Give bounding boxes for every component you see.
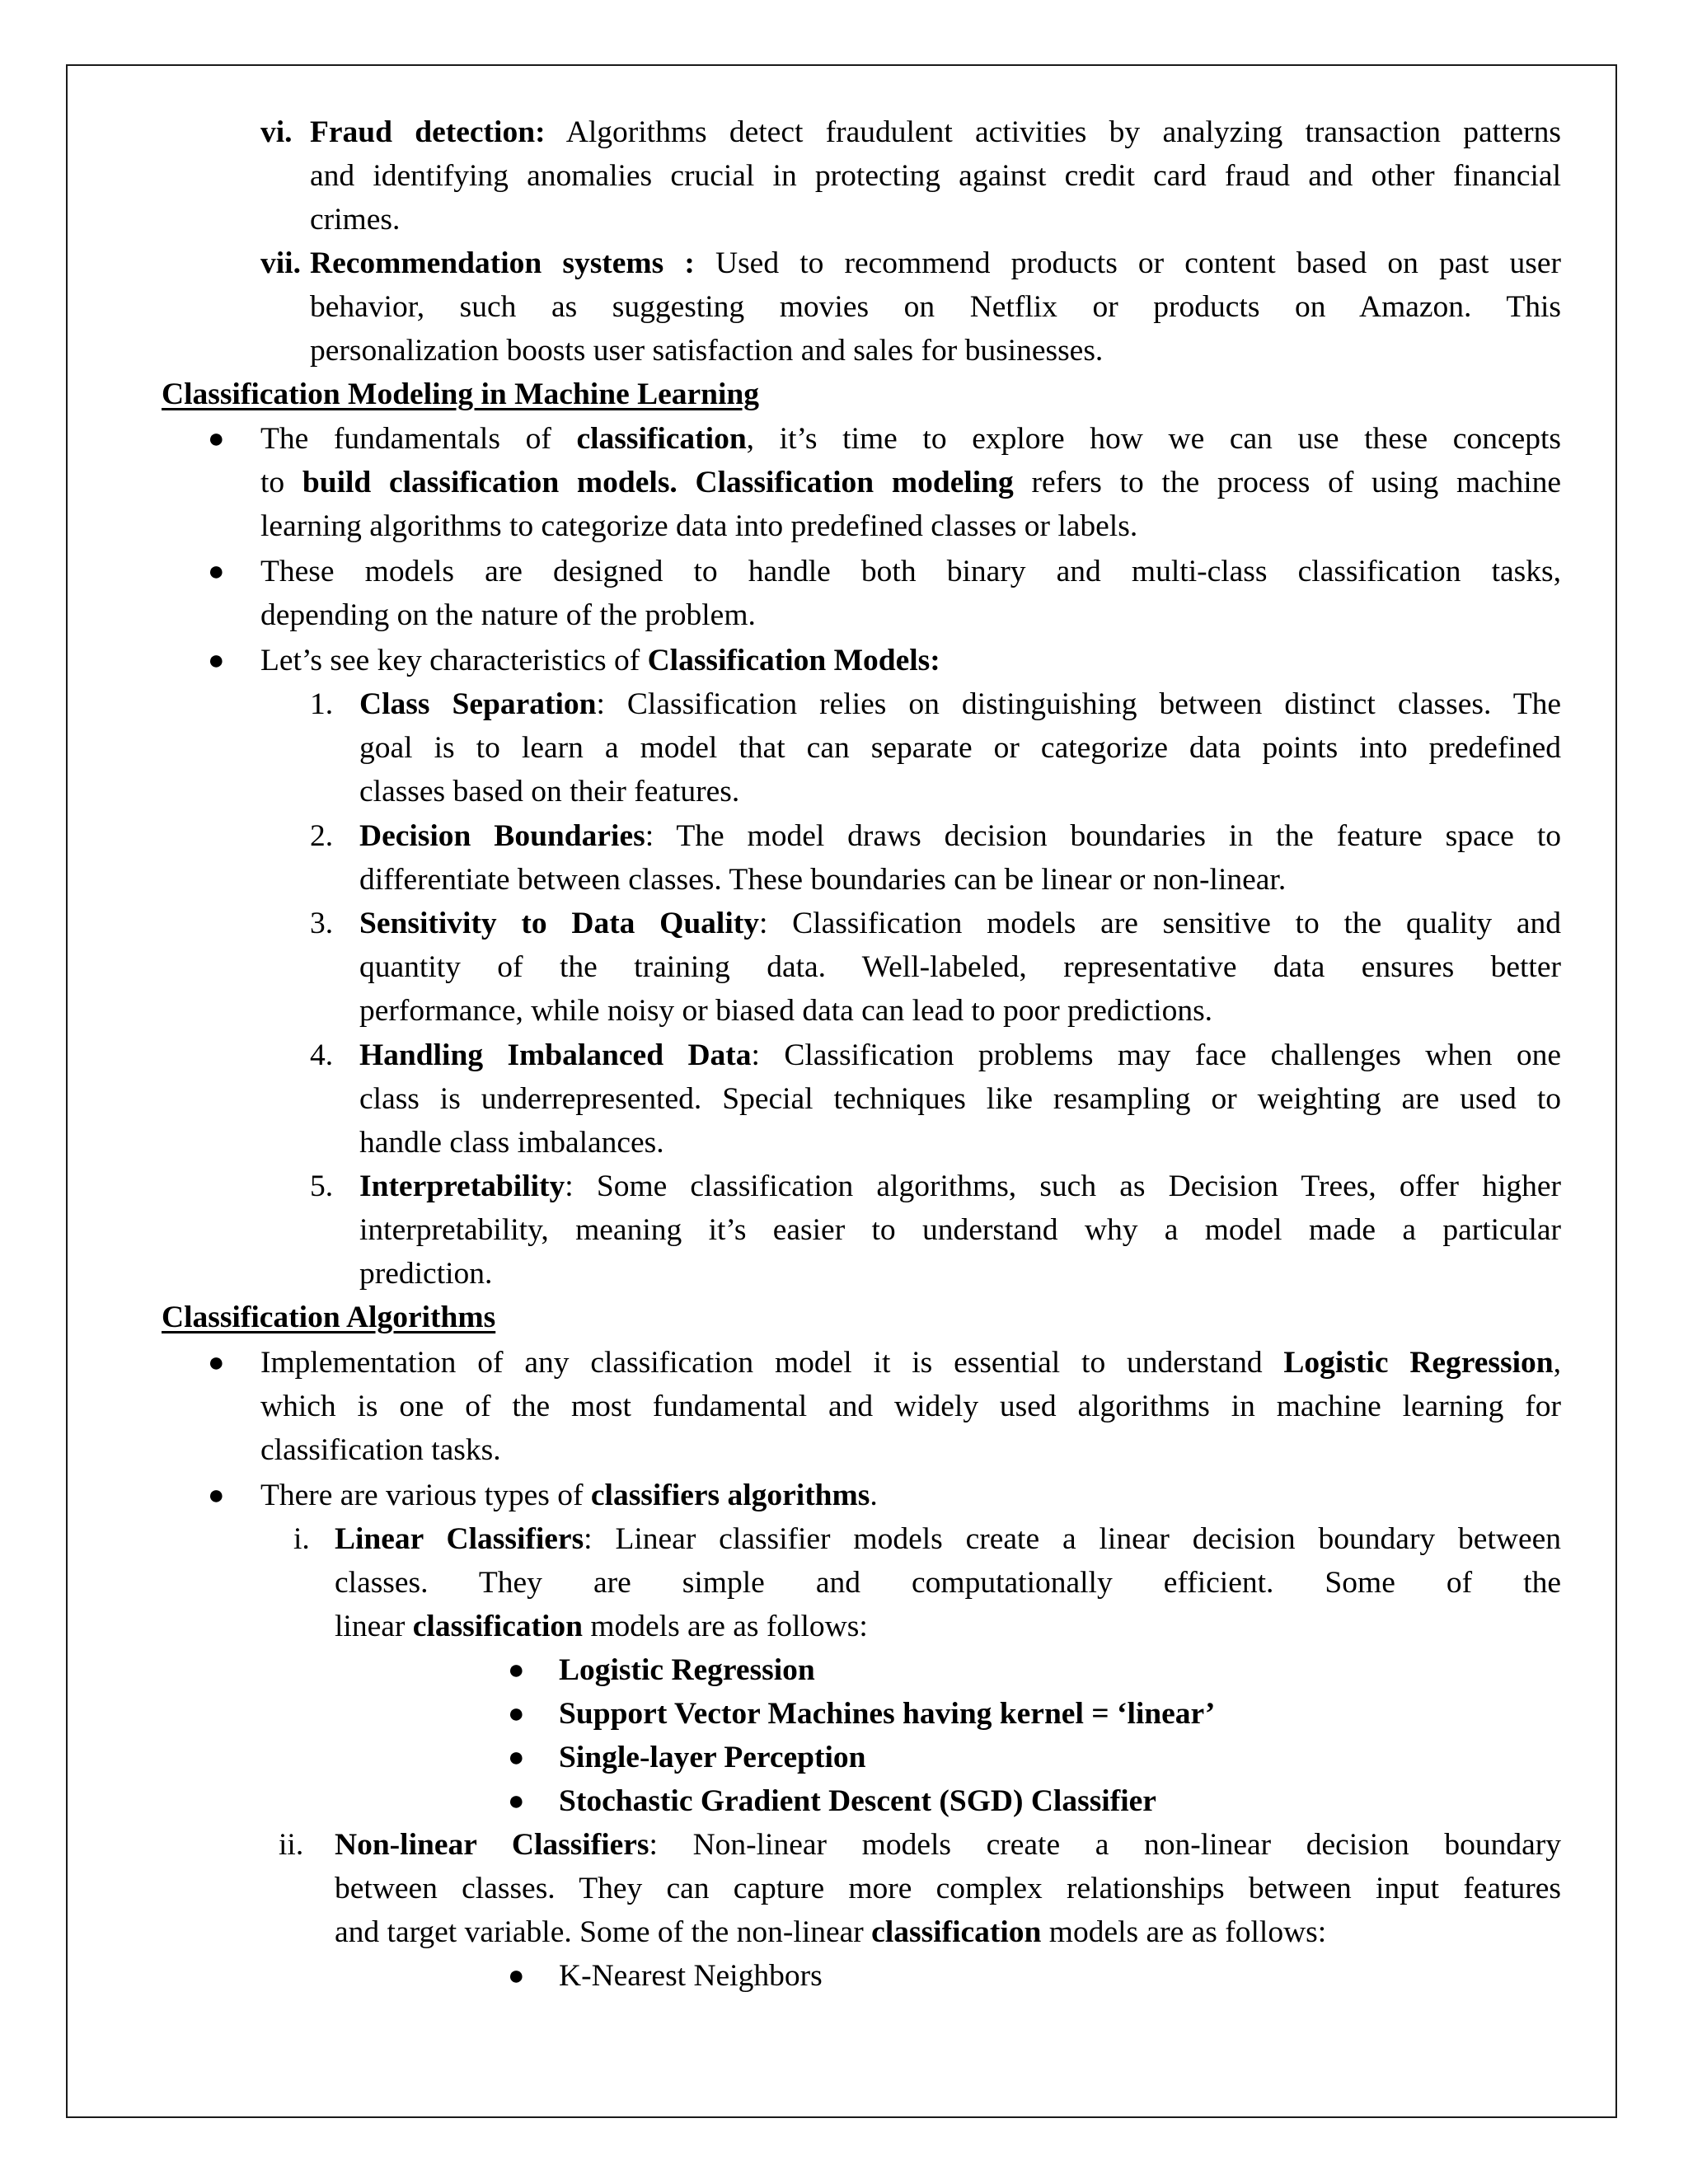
item-title: Fraud detection: (310, 115, 546, 149)
bullet-icon: ● (508, 1742, 525, 1773)
number-marker: 3. (310, 907, 334, 940)
bullet-line: Implementation of any classification model it is essential to understand Logistic Regression, (260, 1346, 1562, 1380)
bullet-line: depending on the nature of the problem. (260, 598, 756, 632)
bullet-icon: ● (508, 1655, 525, 1685)
roman-marker: vi. (260, 115, 293, 149)
item-title: Interpretability (359, 1169, 565, 1203)
bullet-line: classification tasks. (260, 1433, 501, 1467)
item-title: Class Separation (359, 687, 597, 721)
item-title: Linear Classifiers (335, 1522, 584, 1556)
bullet-icon: ● (208, 556, 225, 587)
section-heading-classification-modeling: Classification Modeling in Machine Learning (162, 377, 760, 411)
bullet-icon: ● (208, 1480, 225, 1511)
roman-marker: i. (293, 1522, 310, 1556)
sub-list-item: Stochastic Gradient Descent (SGD) Classifier (559, 1784, 1156, 1818)
item-title: Non-linear Classifiers (335, 1828, 649, 1862)
bullet-icon: ● (508, 1699, 525, 1729)
item-title: Handling Imbalanced Data (359, 1038, 752, 1072)
number-marker: 5. (310, 1169, 334, 1203)
bullet-line: There are various types of classifiers algorithms. (260, 1479, 878, 1512)
roman-marker: ii. (279, 1828, 304, 1862)
bullet-icon: ● (208, 424, 225, 454)
sub-list-item: Support Vector Machines having kernel = ‘linear’ (559, 1697, 1216, 1731)
list-item-line: crimes. (310, 203, 401, 237)
bullet-line: The fundamentals of classification, it’s time to explore how we can use these concepts (260, 422, 1561, 456)
number-marker: 1. (310, 687, 334, 721)
number-marker: 2. (310, 819, 334, 853)
bullet-line: to build classification models. Classification modeling refers to the process of using machine (260, 466, 1562, 499)
bullet-icon: ● (508, 1786, 525, 1816)
list-item-line: Fraud detection: Algorithms detect fraudulent activities by analyzing transaction patterns (310, 115, 1561, 149)
bullet-line: which is one of the most fundamental and widely used algorithms in machine learning for (260, 1390, 1561, 1423)
list-item-line: Recommendation systems : Used to recommend products or content based on past user (310, 246, 1561, 280)
roman-marker: vii. (260, 246, 301, 280)
sub-list-item: Single-layer Perception (559, 1741, 866, 1774)
sub-list-item: K-Nearest Neighbors (559, 1959, 823, 1993)
number-marker: 4. (310, 1038, 334, 1072)
bullet-line: learning algorithms to categorize data into predefined classes or labels. (260, 509, 1138, 543)
bullet-line: Let’s see key characteristics of Classification Models: (260, 644, 940, 677)
item-title: Decision Boundaries (359, 819, 645, 853)
item-title: Recommendation systems : (310, 246, 695, 280)
item-title: Sensitivity to Data Quality (359, 907, 759, 940)
bullet-icon: ● (208, 1347, 225, 1378)
list-item-line: behavior, such as suggesting movies on Netflix or products on Amazon. This (310, 290, 1561, 324)
list-item-line: personalization boosts user satisfaction and sales for businesses. (310, 334, 1104, 368)
bullet-icon: ● (208, 645, 225, 676)
bullet-line: These models are designed to handle both binary and multi-class classification tasks, (260, 555, 1561, 588)
bullet-icon: ● (508, 1961, 525, 1991)
sub-list-item: Logistic Regression (559, 1653, 815, 1687)
list-item-line: and identifying anomalies crucial in protecting against credit card fraud and other financial (310, 159, 1561, 193)
section-heading-classification-algorithms: Classification Algorithms (162, 1301, 496, 1334)
